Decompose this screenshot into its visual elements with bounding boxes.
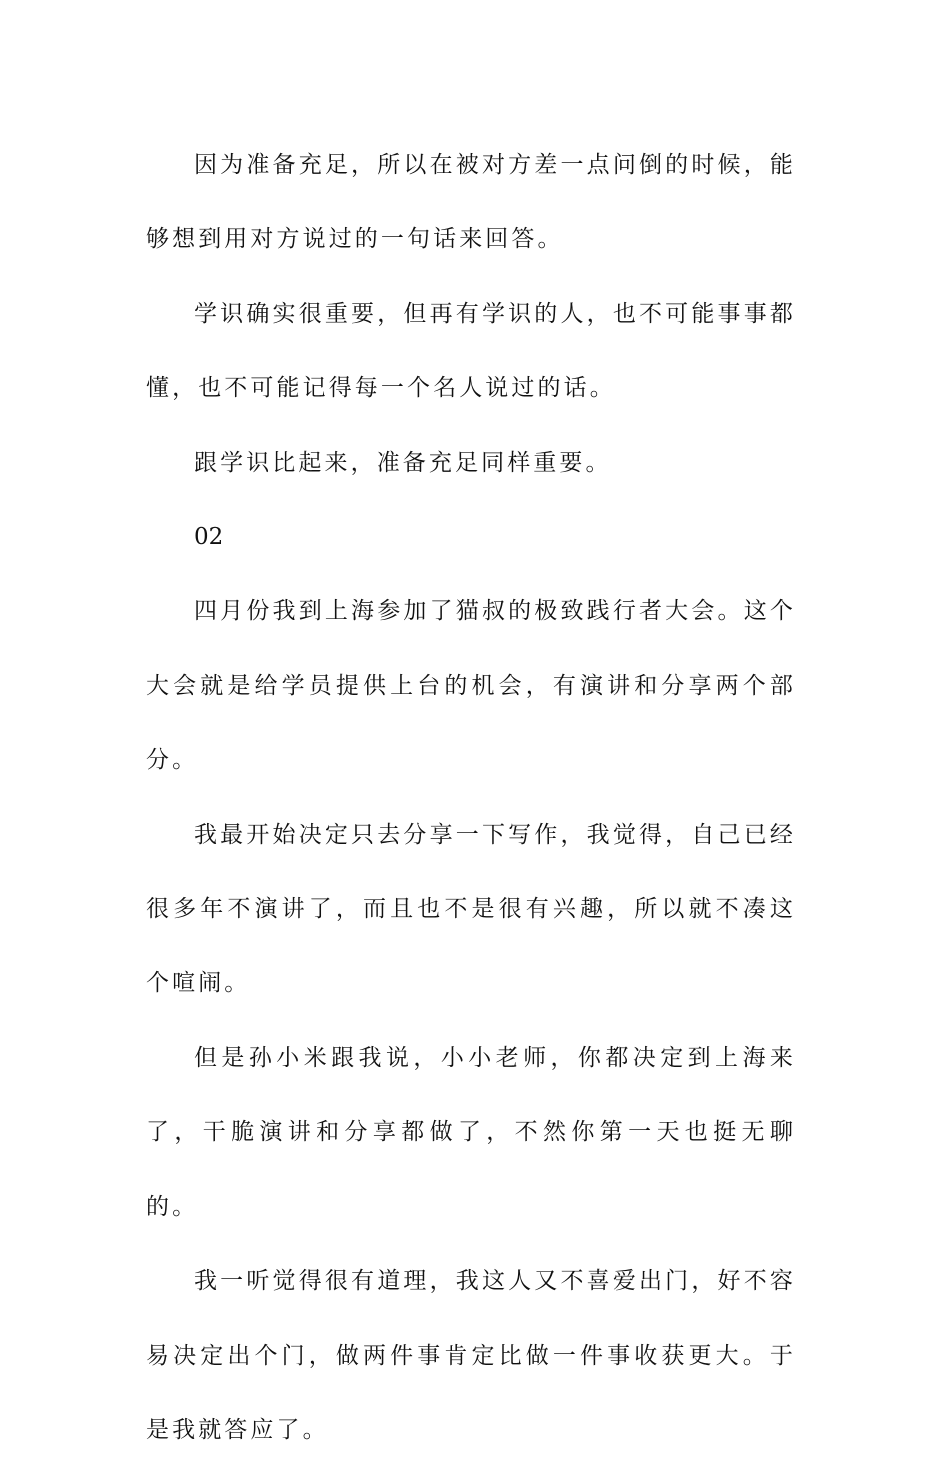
- paragraph: 跟学识比起来，准备充足同样重要。: [194, 449, 612, 476]
- paragraph: 四月份我到上海参加了猫叔的极致践行者大会。这个大会就是给学员提供上台的机会，有演讲和分享两个部分。: [146, 598, 796, 774]
- section-number: 02: [194, 524, 224, 551]
- paragraph: 因为准备充足，所以在被对方差一点问倒的时候，能够想到用对方说过的一句话来回答。: [146, 152, 796, 253]
- paragraph: 但是孙小米跟我说，小小老师，你都决定到上海来了，干脆演讲和分享都做了，不然你第一天也挺无聊的。: [146, 1044, 796, 1220]
- document-body: [146, 128, 796, 1467]
- paragraph: 我一听觉得很有道理，我这人又不喜爱出门，好不容易决定出个门，做两件事肯定比做一件事收获更大。于是我就答应了。: [146, 1268, 796, 1443]
- paragraph: 学识确实很重要，但再有学识的人，也不可能事事都懂，也不可能记得每一个名人说过的话。: [146, 300, 796, 402]
- paragraph: 我最开始决定只去分享一下写作，我觉得，自己已经很多年不演讲了，而且也不是很有兴趣，所以就不凑这个喧闹。: [146, 821, 796, 997]
